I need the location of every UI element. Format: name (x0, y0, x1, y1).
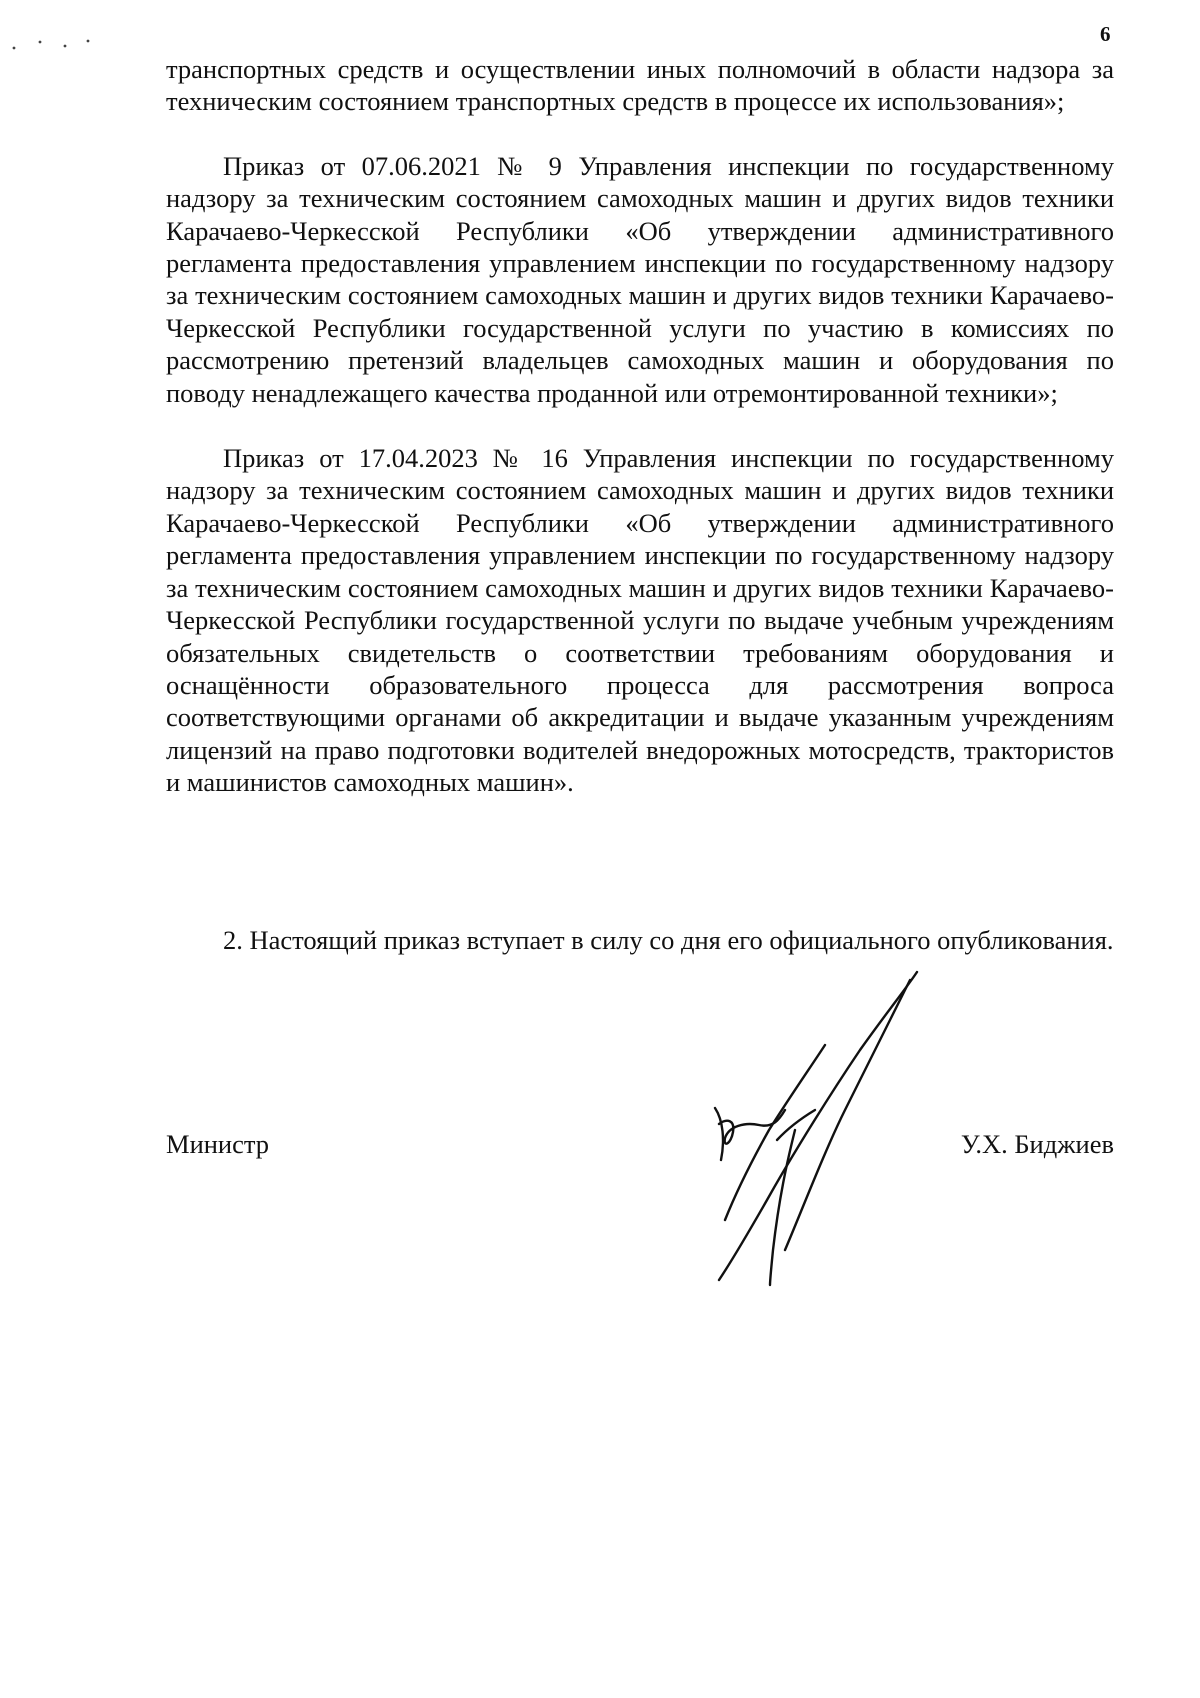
paragraph-clause-2: 2. Настоящий приказ вступает в силу со дня его официального опубликования. (223, 925, 1114, 955)
handwritten-signature (655, 950, 955, 1290)
paragraph-order-1: Приказ от 07.06.2021 № 9 Управления инспекции по государственному надзору за техническим состоянием самоходных машин и других видов техники Карачаево-Черкесской Республики «Об утверждении административного регламента предоставления управлением инспекции по государственному надзору за техническим состоянием самоходных машин и других видов техники Карачаево-Черкесской Республики государственной услуги по участию в комиссиях по рассмотрению претензий владельцев самоходных машин и оборудования по поводу ненадлежащего качества проданной или отремонтированной техники»; (166, 150, 1114, 408)
scan-artifact (10, 34, 100, 54)
paragraph-order-2: Приказ от 17.04.2023 № 16 Управления инспекции по государственному надзору за техническим состоянием самоходных машин и других видов техники Карачаево-Черкесской Республики «Об утверждении административного регламента предоставления управлением инспекции по государственному надзору за техническим состоянием самоходных машин и других видов техники Карачаево-Черкесской Республики государственной услуги по выдаче учебным учреждениям обязательных свидетельств о соответствии требованиям оборудования и оснащённости образовательного процесса для рассмотрения вопроса соответствующими органами об аккредитации и выдаче указанным учреждениям лицензий на право подготовки водителей внедорожных мотосредств, трактористов и машинистов самоходных машин». (166, 443, 1114, 798)
final-clause-block (166, 924, 1114, 956)
signatory-name: У.Х. Биджиев (960, 1129, 1114, 1159)
signatory-title: Министр (166, 1129, 270, 1159)
page-number: 6 (1100, 22, 1111, 46)
document-body (166, 53, 1114, 799)
paragraph-continuation: транспортных средств и осуществлении иных полномочий в области надзора за техническим состоянием транспортных средств в процессе их использования»; (166, 54, 1114, 117)
